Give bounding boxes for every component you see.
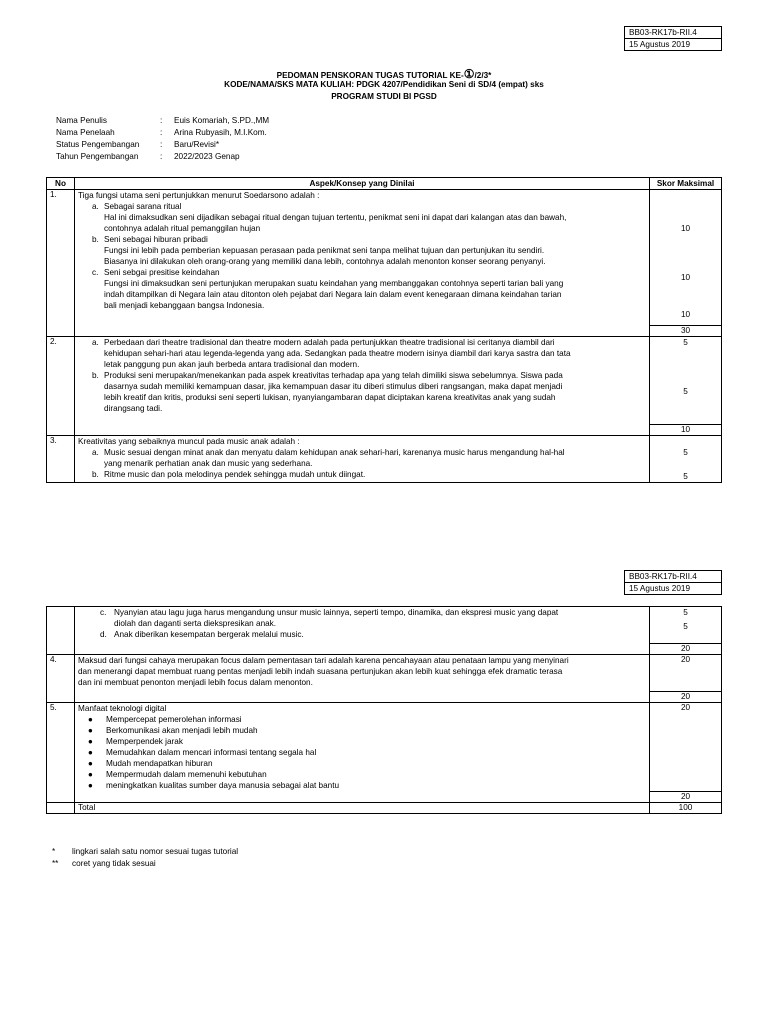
question-intro: Kreativitas yang sebaiknya muncul pada music anak adalah :: [78, 437, 300, 446]
answer-text: Fungsi ini lebih pada pemberian kepuasan perasaan pada penikmat seni tanpa melihat tujuan dan pertunjukan itu sendiri.: [104, 246, 545, 255]
document-date: 15 Agustus 2019: [625, 582, 721, 594]
table-row: [47, 190, 722, 326]
question-cell: [75, 703, 650, 803]
table-row: [47, 703, 722, 792]
bullet-item: ● Berkomunikasi akan menjadi lebih mudah: [88, 726, 258, 735]
scoring-table: [46, 177, 722, 483]
info-row: Tahun Pengembangan : 2022/2023 Genap: [56, 152, 240, 161]
bullet-item: ● Mempercepat pemerolehan informasi: [88, 715, 242, 724]
question-cell: [75, 436, 650, 483]
list-item: b. Seni sebagai hiburan pribadi: [92, 235, 208, 244]
info-row: Nama Penelaah : Arina Rubyasih, M.I.Kom.: [56, 128, 267, 137]
bullet-icon: ●: [88, 737, 93, 746]
info-key: Nama Penelaah: [56, 128, 115, 137]
bullet-item: ● Mempermudah dalam memenuhi kebutuhan: [88, 770, 267, 779]
score-cell: 5 5: [650, 436, 722, 483]
info-key: Nama Penulis: [56, 116, 107, 125]
info-row: Status Pengembangan : Baru/Revisi*: [56, 140, 220, 149]
table-row: [47, 655, 722, 692]
total-score: 100: [650, 803, 722, 814]
bullet-icon: ●: [88, 726, 93, 735]
answer-text: lebih kreatif dan kritis, produksi seni seperti lukisan, nyanyiangambaran dapat diciptakan karena kreativitas anak yang sudah: [104, 393, 556, 402]
info-value: Baru/Revisi*: [174, 140, 220, 149]
header-score: Skor Maksimal: [650, 178, 722, 190]
bullet-item: ● Memperpendek jarak: [88, 737, 183, 746]
answer-text: Hal ini dimaksudkan seni dijadikan sebagai ritual dengan tujuan tertentu, penikmat seni ini dapat dari kalangan atas dan bawah,: [104, 213, 567, 222]
bullet-icon: ●: [88, 715, 93, 724]
table-row: [47, 436, 722, 483]
document-date: 15 Agustus 2019: [625, 38, 721, 50]
score-cell: 10 10 10: [650, 190, 722, 326]
bullet-item: ● Memudahkan dalam mencari informasi tentang segala hal: [88, 748, 317, 757]
row-number: 4.: [47, 655, 75, 703]
header-aspect: Aspek/Konsep yang Dinilai: [75, 178, 650, 190]
footnote: ** coret yang tidak sesuai: [52, 859, 156, 868]
row-number: [47, 607, 75, 655]
answer-text: dan menerangi dapat membuat ruang pentas menjadi lebih indah suasana pertunjukan akan lebih kuat sehingga efek dramatic terasa: [78, 667, 563, 676]
score-cell: 20: [650, 703, 722, 792]
answer-text: diolah dan daganti serta diekspresikan anak.: [114, 619, 277, 628]
score-cell: 20: [650, 655, 722, 692]
list-item: a. Music sesuai dengan minat anak dan menyatu dalam kehidupan anak sehari-hari, karenanya music harus mengandung hal-hal: [92, 448, 565, 457]
document-code: BB03-RK17b-RII.4: [629, 572, 697, 581]
row-number: 3.: [47, 436, 75, 483]
row-number: 5.: [47, 703, 75, 803]
list-item: c. Seni sebgai presitise keindahan: [92, 268, 220, 277]
row-number: 1.: [47, 190, 75, 337]
info-key: Status Pengembangan: [56, 140, 140, 149]
list-item: a. Perbedaan dari theatre tradisional dan theatre modern adalah pada pertunjukkan theatre tradisional isi ceritanya diambil dari: [92, 338, 555, 347]
bullet-item: ● Mudah mendapatkan hiburan: [88, 759, 213, 768]
subtotal-score: 20: [650, 791, 722, 802]
row-number: [47, 803, 75, 814]
answer-text: dirangsang tadi.: [104, 404, 163, 413]
table-row: [47, 607, 722, 644]
info-value: Arina Rubyasih, M.I.Kom.: [174, 128, 267, 137]
info-value: Euis Komariah, S.PD.,MM: [174, 116, 270, 125]
answer-text: letak panggung pun akan jauh berbeda antara tradisional dan modern.: [104, 360, 360, 369]
answer-text: kehidupan sehari-hari atau legenda-legenda yang ada. Sedangkan pada theatre modern isinya diambil dari karya sastra dan tata: [104, 349, 571, 358]
question-cell: [75, 190, 650, 337]
answer-text: Biasanya ini dilakukan oleh orang-orang yang memiliki dana lebih, contohnya adalah menonton konser seorang penyanyi.: [104, 257, 546, 266]
list-item: c. Nyanyian atau lagu juga harus mengandung unsur music lainnya, seperti tempo, dinamika, dan ekspresi music yang dapat: [100, 608, 559, 617]
subtotal-score: 10: [650, 425, 722, 436]
question-cell: [75, 607, 650, 655]
bullet-icon: ●: [88, 770, 93, 779]
answer-text: dan ini membuat penonton menjadi lebih focus dalam menonton.: [78, 678, 313, 687]
question-intro: Manfaat teknologi digital: [78, 704, 167, 713]
course-line: KODE/NAMA/SKS MATA KULIAH: PDGK 4207/Pendidikan Seni di SD/4 (empat) sks: [224, 80, 544, 89]
table-row: [47, 337, 722, 425]
answer-text: yang menarik perhatian anak dan music yang sederhana.: [104, 459, 313, 468]
list-item: b. Ritme music dan pola melodinya pendek sehingga mudah untuk diingat.: [92, 470, 366, 479]
bullet-item: ● meningkatkan kualitas sumber daya manusia sebagai alat bantu: [88, 781, 340, 790]
info-row: Nama Penulis : Euis Komariah, S.PD.,MM: [56, 116, 270, 125]
list-item: a. Sebagai sarana ritual: [92, 202, 182, 211]
answer-text: bali menjadi kebanggaan bangsa Indonesia.: [104, 301, 265, 310]
total-label: Total: [75, 803, 650, 814]
bullet-icon: ●: [88, 748, 93, 757]
answer-text: Maksud dari fungsi cahaya merupakan focus dalam pementasan tari adalah karena pencahayaan atau penataan lampu yang menyinari: [78, 656, 569, 665]
list-item: d. Anak diberikan kesempatan bergerak melalui music.: [100, 630, 304, 639]
info-key: Tahun Pengembangan: [56, 152, 139, 161]
subtotal-score: 30: [650, 326, 722, 337]
score-cell: 5 5: [650, 607, 722, 644]
table-header-row: [47, 178, 722, 190]
info-block: [56, 115, 269, 163]
question-intro: Tiga fungsi utama seni pertunjukkan menurut Soedarsono adalah :: [78, 191, 320, 200]
scoring-table-continued: [46, 606, 722, 814]
subtotal-score: 20: [650, 692, 722, 703]
row-number: 2.: [47, 337, 75, 436]
title-text: PEDOMAN PENSKORAN TUGAS TUTORIAL KE-: [276, 71, 464, 80]
question-cell: [75, 337, 650, 436]
circled-number: ①: [463, 67, 475, 81]
footnote: * lingkari salah satu nomor sesuai tugas tutorial: [52, 847, 239, 856]
document-code-box: [624, 26, 722, 51]
answer-text: indah ditampilkan di Negara lain atau ditonton oleh pejabat dari Negara lain dalam event kenegaraan dimana keindahan tarian: [104, 290, 562, 299]
header-no: No: [47, 178, 75, 190]
title-suffix: /2/3*: [474, 71, 492, 80]
subtotal-score: 20: [650, 644, 722, 655]
answer-text: contohnya adalah ritual pemanggilan hujan: [104, 224, 261, 233]
bullet-icon: ●: [88, 759, 93, 768]
bullet-icon: ●: [88, 781, 93, 790]
total-row: [47, 803, 722, 814]
question-cell: [75, 655, 650, 703]
answer-text: Fungsi ini dimaksudkan seni pertunjukan merupakan suatu keindahan yang membanggakan contohnya seperti tarian bali yang: [104, 279, 564, 288]
list-item: b. Produksi seni merupakan/menekankan pada aspek kreativitas terhadap apa yang telah dimiliki siswa sebelumnya. Siswa pada: [92, 371, 563, 380]
info-value: 2022/2023 Genap: [174, 152, 240, 161]
document-code: BB03-RK17b-RII.4: [629, 28, 697, 37]
score-cell: 5 5: [650, 337, 722, 425]
document-code-box-page2: [624, 570, 722, 595]
footnotes: [52, 846, 238, 870]
program-line: PROGRAM STUDI BI PGSD: [331, 92, 437, 101]
answer-text: dasarnya sudah memiliki kemampuan dasar, jika kemampuan dasar itu diberi stimulus diberi rangsangan, maka dapat menjadi: [104, 382, 563, 391]
